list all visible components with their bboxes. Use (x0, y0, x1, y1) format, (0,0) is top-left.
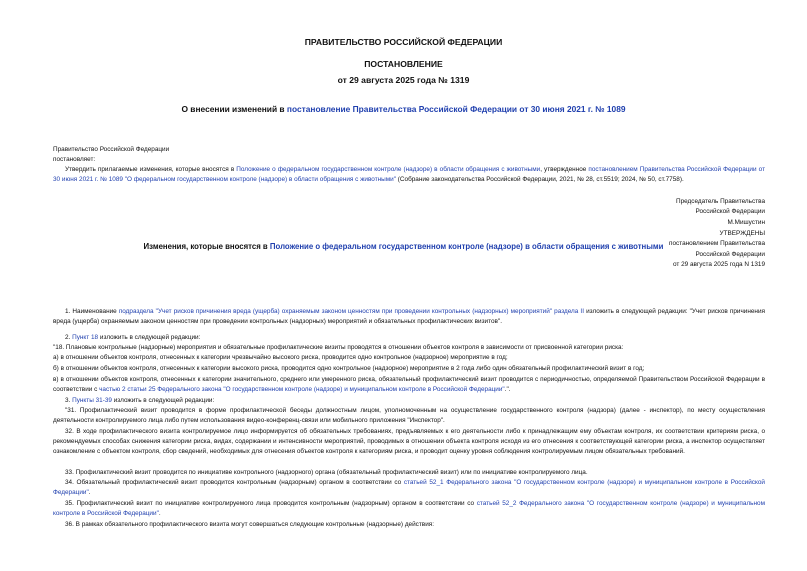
item-2 (65, 333, 200, 343)
text-run: изложить в следующей редакции: (98, 334, 201, 341)
item-a: а) в отношении объектов контроля, отнесенных к категории чрезвычайно высокого риска, проводится одно контрольное (надзорное) мероприятие в год; (53, 354, 508, 361)
title-link[interactable]: постановление Правительства Российской Федерации от 30 июня 2021 г. № 1089 (286, 104, 626, 114)
text-run: Утвердить прилагаемые изменения, которые вносятся в (65, 166, 237, 173)
preamble-line-1: Правительство Российской Федерации (53, 146, 170, 153)
subsection-link[interactable]: подраздела "Учет рисков причинения вреда (ущерба) охраняемым законом ценностям при проведении контрольных (надзорных) мероприятий" раздела II (118, 308, 584, 315)
text-run: .". (504, 386, 511, 393)
article-52-1-link[interactable]: статьей 52_1 Федерального закона "О государственном контроле (надзоре) и муниципальном контроле в Российской Федерации" (53, 479, 765, 496)
item-32: 32. В ходе профилактического визита контролируемое лицо информируется об обязательных требованиях, предъявляемых к его деятельности либо к принадлежащим ему объектам контроля, их соответствии критериям риска, о рекомендуемых способах снижения категории риска, видах, содержании и интенсивности мероприятий, проводимых в отношении объекта контроля исходя из его отнесения к соответствующей категории риска, а инспектор осуществляет ознакомление с объектом контроля, сбор сведений, необходимых для отнесения объектов контроля к категориям риска, и проводит оценку уровня соблюдения контролируемым лицом обязательных требований. (53, 428, 765, 455)
changes-title (0, 242, 807, 251)
approved-line: Российской Федерации (695, 251, 765, 258)
text-run: 2. (65, 334, 73, 341)
item-b: б) в отношении объектов контроля, отнесенных к категории высокого риска, проводится одно контрольное (надзорное) мероприятие в 2 года либо один обязательный профилактический визит в год; (53, 365, 645, 372)
text-run: , утвержденное (540, 166, 589, 173)
item-35 (53, 499, 765, 519)
item-3 (65, 396, 214, 406)
article-25-link[interactable]: частью 2 статьи 25 Федерального закона "О государственном контроле (надзоре) и муниципальном контроле в Российской Федерации" (99, 386, 505, 393)
government-heading: ПРАВИТЕЛЬСТВО РОССИЙСКОЙ ФЕДЕРАЦИИ (304, 37, 503, 47)
item-18-text: "18. Плановые контрольные (надзорные) мероприятия и обязательные профилактические визиты проводятся в отношении объектов контроля в зависимости от присвоенной категории риска: (53, 344, 624, 351)
text-run: (Собрание законодательства Российской Федерации, 2021, № 28, ст.5519; 2024, № 50, ст.7758). (396, 176, 684, 183)
signature-line: Председатель Правительства (676, 198, 765, 205)
preamble-line-2: постановляет: (53, 156, 96, 163)
text-run: . (158, 510, 161, 517)
preamble-paragraph (53, 165, 765, 185)
text-run: изложить в следующей редакции: (111, 397, 215, 404)
approved-label: УТВЕРЖДЕНЫ (719, 230, 765, 237)
text-run: изложить в следующей редакции: "Учет рисков причинения вреда (ущерба) охраняемым законом ценностям при проведении контрольных (надзорных) мероприятий и обязательных профилактических визитов". (53, 308, 765, 325)
item-33: 33. Профилактический визит проводится по инициативе контрольного (надзорного) органа (обязательный профилактический визит) или по инициативе контролируемого лица. (65, 469, 588, 476)
item-31: "31. Профилактический визит проводится в форме профилактической беседы должностным лицом, уполномоченным на осуществление государственного контроля (надзора) (далее - инспектор), по месту осуществления деятельности контролируемого лица либо путем использования видео-конференц-связи или мобильного приложения "Инспектор". (53, 407, 765, 424)
signature-line: Российской Федерации (695, 208, 765, 215)
title-prefix: О внесении изменений в (181, 104, 287, 114)
item-c (53, 375, 765, 395)
signature-name: М.Мишустин (727, 219, 765, 226)
items-31-39-link[interactable]: Пункты 31-39 (72, 397, 112, 404)
document-title (0, 104, 807, 114)
text-run: в) в отношении объектов контроля, отнесенных к категории значительного, среднего или умеренного риска, обязательный профилактический визит проводится с периодичностью, определяемой Правительством Российской Федерации в соответствии с (53, 376, 765, 393)
article-52-2-link[interactable]: статьей 52_2 Федерального закона "О государственном контроле (надзоре) и муниципальном контроле в Российской Федерации" (53, 500, 765, 517)
approved-line: постановлением Правительства (669, 240, 765, 247)
approved-date: от 29 августа 2025 года N 1319 (672, 261, 765, 268)
item-36: 36. В рамках обязательного профилактического визита могут совершаться следующие контрольные (надзорные) действия: (65, 521, 435, 528)
text-run: 1. Наименование (65, 308, 119, 315)
text-run: Изменения, которые вносятся в (143, 242, 270, 251)
postanovlenie-1089-link[interactable]: постановлением Правительства Российской Федерации от 30 июня 2021 г. № 1089 "О федеральном государственном контроле (надзоре) в области обращения с животными" (53, 166, 765, 183)
item-18-link[interactable]: Пункт 18 (72, 334, 99, 341)
item-34 (53, 478, 765, 498)
date-number-heading: от 29 августа 2025 года № 1319 (337, 75, 470, 85)
text-run: 34. Обязательный профилактический визит проводится контрольным (надзорным) органом в соответствии со (65, 479, 404, 486)
changes-title-link[interactable]: Положение о федеральном государственном контроле (надзоре) в области обращения с животными (269, 242, 664, 251)
text-run: 3. (65, 397, 73, 404)
polozhenie-link[interactable]: Положение о федеральном государственном контроле (надзоре) в области обращения с животными (236, 166, 541, 173)
doc-type-heading: ПОСТАНОВЛЕНИЕ (364, 59, 443, 69)
text-run: . (88, 489, 91, 496)
text-run: 35. Профилактический визит по инициативе контролируемого лица проводится контрольным (надзорным) органом в соответствии со (65, 500, 477, 507)
item-1 (53, 307, 765, 327)
